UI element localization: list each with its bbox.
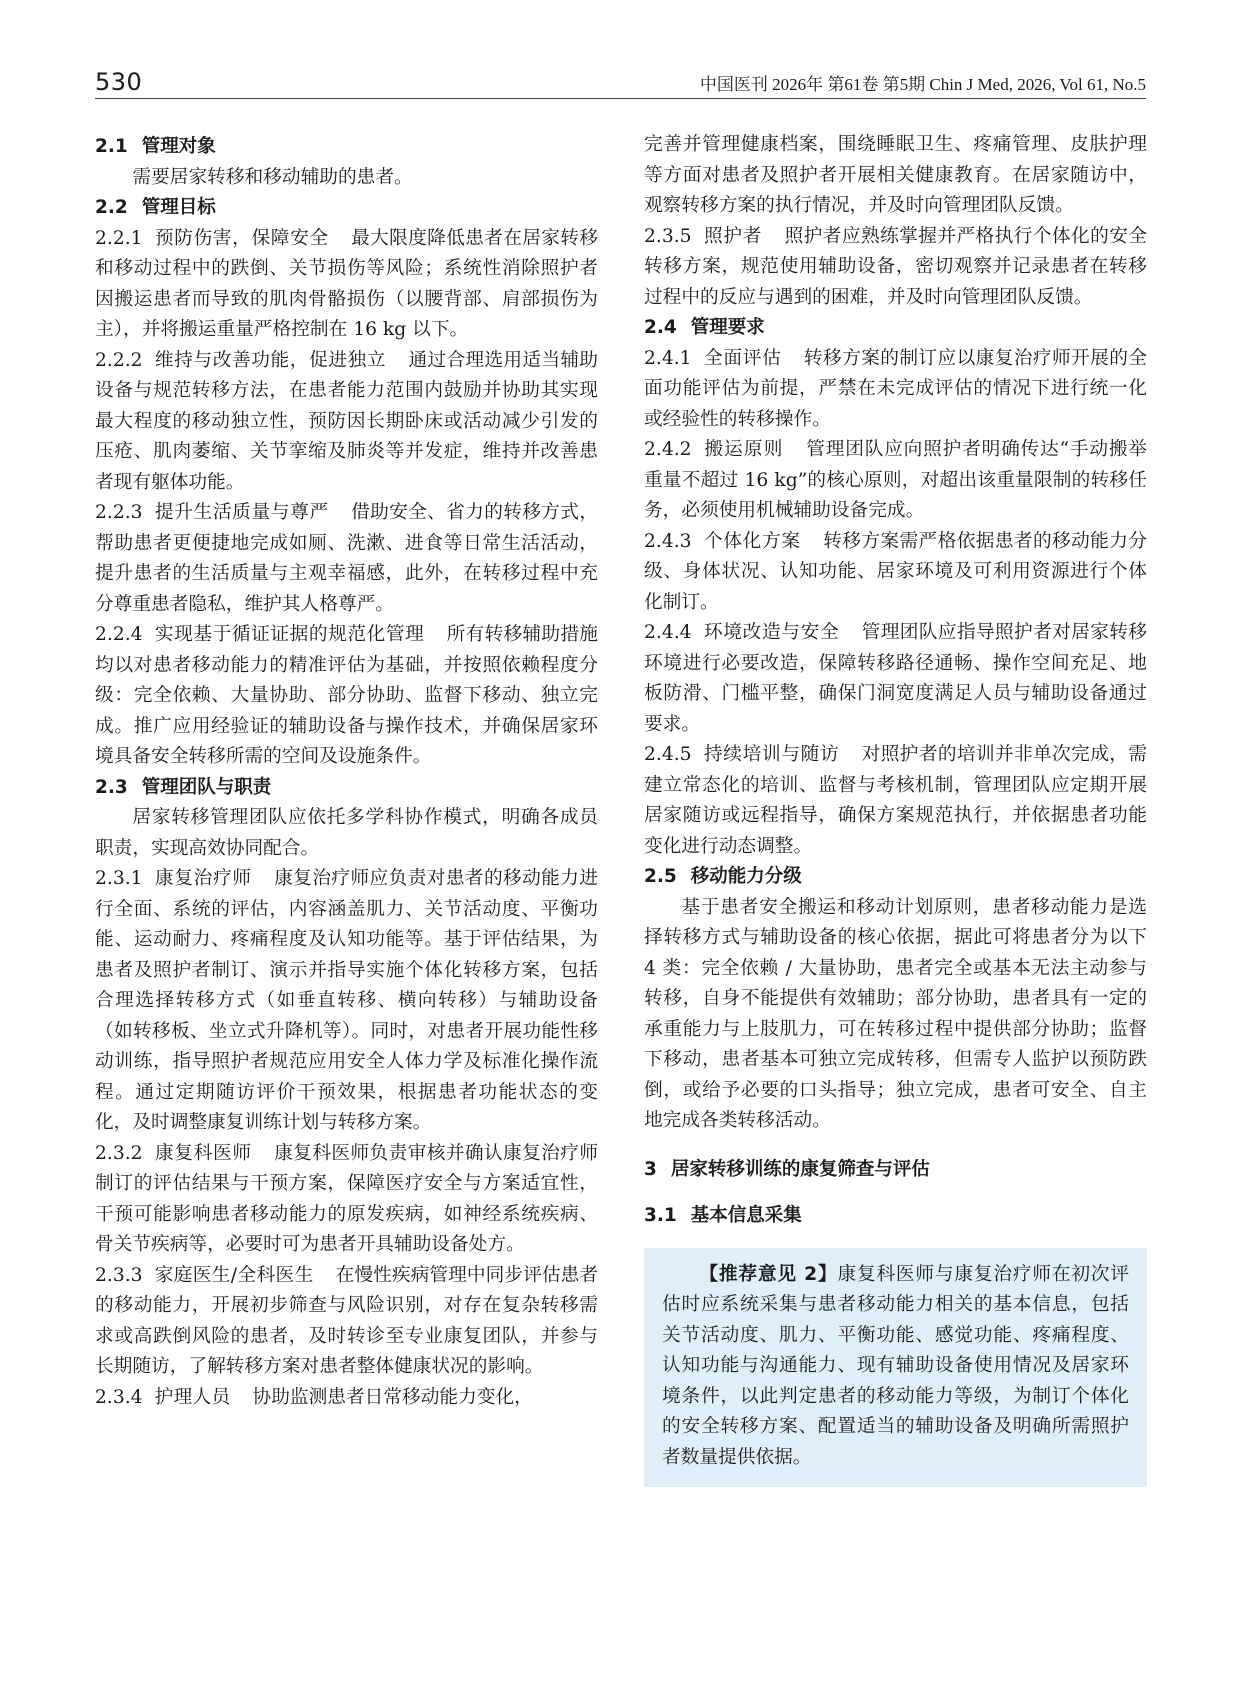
subsection-term: 全面评估 xyxy=(703,347,782,369)
subsection-text: 协助监测患者日常移动能力变化， xyxy=(252,1386,533,1408)
subsection-number: 2.3.1 xyxy=(95,868,143,889)
subsection-text: 通过合理选用适当辅助设备与规范转移方法，在患者能力范围内鼓励并协助其实现最大程度的移动独立性，预防因长期卧床或活动减少引发的压疮、肌肉萎缩、关节挛缩及肺炎等并发症，维持并改善患者现有躯体功能。 xyxy=(95,349,598,493)
subsection-number: 2.4.2 xyxy=(644,439,692,460)
paragraph-2-2-2 xyxy=(95,346,598,499)
paragraph-2-3-1 xyxy=(95,864,598,1139)
paragraph-2-4-4 xyxy=(644,618,1147,740)
subsection-term: 环境改造与安全 xyxy=(703,622,840,643)
subsection-text: 所有转移辅助措施均以对患者移动能力的精准评估为基础，并按照依赖程度分级：完全依赖、大量协助、部分协助、监督下移动、独立完成。推广应用经验证的辅助设备与操作技术，并确保居家环境具备安全转移所需的空间及设施条件。 xyxy=(95,624,598,767)
subsection-text: 对照护者的培训并非单次完成，需建立常态化的培训、监督与考核机制，管理团队应定期开展居家随访或远程指导，确保方案规范执行，并依据患者功能变化进行动态调整。 xyxy=(644,744,1147,857)
section-number: 2.5 xyxy=(644,866,677,887)
subsection-number: 2.3.3 xyxy=(95,1264,143,1286)
subsection-text: 照护者应熟练掌握并严格执行个体化的安全转移方案，规范使用辅助设备，密切观察并记录患者在转移过程中的反应与遇到的困难，并及时向管理团队反馈。 xyxy=(644,225,1148,308)
section-number: 2.3 xyxy=(95,776,128,798)
subsection-number: 2.2.2 xyxy=(95,349,143,371)
subsection-number: 2.2.1 xyxy=(95,227,143,249)
subsection-number: 2.4.4 xyxy=(644,622,692,643)
paragraph-2-5: 基于患者安全搬运和移动计划原则，患者移动能力是选择转移方式与辅助设备的核心依据，据此可将患者分为以下 4 类：完全依赖 / 大量协助，患者完全或基本无法主动参与转移，自身不能提供有效辅助；部分协助，患者具有一定的承重能力与上肢肌力，可在转移过程中提供部分协助；监督下移动，患者基本可独立完成转移，但需专人监护以预防跌倒，或给予必要的口头指导；独立完成，患者可安全、自主地完成各类转移活动。 xyxy=(644,896,1147,1131)
section-title: 管理要求 xyxy=(690,317,765,338)
subsection-text: 转移方案的制订应以康复治疗师开展的全面功能评估为前提，严禁在未完成评估的情况下进行统一化或经验性的转移操作。 xyxy=(644,347,1148,430)
paragraph-2-3-2 xyxy=(95,1139,598,1261)
recommendation-text: 康复科医师与康复治疗师在初次评估时应系统采集与患者移动能力相关的基本信息，包括关节活动度、肌力、平衡功能、感觉功能、疼痛程度、认知功能与沟通能力、现有辅助设备使用情况及居家环境条件，以此判定患者的移动能力等级，为制订个体化的安全转移方案、配置适当的辅助设备及明确所需照护者数量提供依据。 xyxy=(662,1263,1130,1468)
subsection-number: 2.2.3 xyxy=(95,502,143,523)
subsection-term: 康复治疗师 xyxy=(154,868,252,889)
subsection-term: 实现基于循证证据的规范化管理 xyxy=(154,624,425,645)
subsection-term: 预防伤害，保障安全 xyxy=(154,227,329,249)
subsection-number: 2.2.4 xyxy=(95,624,143,645)
paragraph-2-4-1 xyxy=(644,344,1147,436)
paragraph-2-3-3 xyxy=(95,1261,598,1383)
section-heading-2-3 xyxy=(95,773,598,804)
subsection-text: 在慢性疾病管理中同步评估患者的移动能力，开展初步筛查与风险识别，对存在复杂转移需求或高跌倒风险的患者，及时转诊至专业康复团队，并参与长期随访，了解转移方案对患者整体健康状况的影响。 xyxy=(95,1264,598,1377)
subsection-number: 2.3.5 xyxy=(644,225,692,247)
subsection-number: 2.4.3 xyxy=(644,530,692,552)
paragraph-2-3-4 xyxy=(95,1383,598,1414)
subsection-term: 提升生活质量与尊严 xyxy=(154,502,329,523)
paragraph-2-2-3 xyxy=(95,498,598,620)
paragraph-2-4-3 xyxy=(644,527,1147,619)
paragraph-2-1: 需要居家转移和移动辅助的患者。 xyxy=(132,166,413,188)
section-title: 管理对象 xyxy=(141,136,216,157)
section-number: 2.4 xyxy=(644,317,677,338)
section-title: 管理目标 xyxy=(141,197,216,218)
subsection-term: 持续培训与随访 xyxy=(703,744,840,765)
paragraph-2-3-4-continued: 完善并管理健康档案，围绕睡眠卫生、疼痛管理、皮肤护理等方面对患者及照护者开展相关健康教育。在居家随访中，观察转移方案的执行情况，并及时向管理团队反馈。 xyxy=(644,134,1147,216)
subsection-term: 个体化方案 xyxy=(703,530,801,552)
section-number: 3.1 xyxy=(644,1205,677,1226)
section-number: 2.1 xyxy=(95,136,128,157)
subsection-text: 管理团队应指导照护者对居家转移环境进行必要改造，保障转移路径通畅、操作空间充足、地板防滑、门槛平整，确保门洞宽度满足人员与辅助设备通过要求。 xyxy=(644,622,1147,735)
section-heading-3-1 xyxy=(644,1201,1147,1232)
section-title: 居家转移训练的康复筛查与评估 xyxy=(670,1158,930,1180)
subsection-number: 2.3.2 xyxy=(95,1142,143,1164)
subsection-text: 最大限度降低患者在居家转移和移动过程中的跌倒、关节损伤等风险；系统性消除照护者因搬运患者而导致的肌肉骨骼损伤（以腰背部、肩部损伤为主），并将搬运重量严格控制在 16 kg 以下。 xyxy=(95,227,599,340)
paragraph-2-4-5 xyxy=(644,740,1147,862)
subsection-text: 借助安全、省力的转移方式，帮助患者更便捷地完成如厕、洗漱、进食等日常生活活动，提升患者的生活质量与主观幸福感，此外，在转移过程中充分尊重患者隐私，维护其人格尊严。 xyxy=(95,502,599,615)
section-heading-3 xyxy=(644,1155,1147,1186)
subsection-term: 家庭医生/全科医生 xyxy=(154,1264,314,1286)
section-number: 3 xyxy=(644,1158,657,1180)
paragraph-2-3-5 xyxy=(644,222,1147,314)
section-title: 基本信息采集 xyxy=(690,1205,802,1226)
section-heading-2-1 xyxy=(95,132,598,163)
left-column xyxy=(95,132,598,1413)
section-heading-2-5 xyxy=(644,862,1147,893)
subsection-term: 护理人员 xyxy=(154,1386,231,1408)
recommendation-label: 【推荐意见 2】 xyxy=(699,1263,838,1285)
subsection-term: 照护者 xyxy=(703,225,763,247)
paragraph-2-4-2 xyxy=(644,435,1147,527)
section-heading-2-4 xyxy=(644,313,1147,344)
paragraph-2-3: 居家转移管理团队应依托多学科协作模式，明确各成员职责，实现高效协同配合。 xyxy=(95,807,598,859)
subsection-term: 搬运原则 xyxy=(703,439,784,460)
subsection-number: 2.4.1 xyxy=(644,347,692,369)
subsection-term: 康复科医师 xyxy=(154,1142,252,1164)
right-column xyxy=(644,130,1147,1487)
page-number: 530 xyxy=(95,68,143,96)
subsection-term: 维持与改善功能，促进独立 xyxy=(154,349,387,371)
subsection-text: 康复治疗师应负责对患者的移动能力进行全面、系统的评估，内容涵盖肌力、关节活动度、平衡功能、运动耐力、疼痛程度及认知功能等。基于评估结果，为患者及照护者制订、演示并指导实施个体化转移方案，包括合理选择转移方式（如垂直转移、横向转移）与辅助设备（如转移板、坐立式升降机等）。同时，对患者开展功能性移动训练，指导照护者规范应用安全人体力学及标准化操作流程。通过定期随访评价干预效果，根据患者功能状态的变化，及时调整康复训练计划与转移方案。 xyxy=(95,868,599,1133)
subsection-number: 2.3.4 xyxy=(95,1386,143,1408)
recommendation-box xyxy=(644,1248,1147,1488)
recommendation-paragraph xyxy=(662,1260,1129,1474)
subsection-text: 管理团队应向照护者明确传达“手动搬举重量不超过 16 kg”的核心原则，对超出该重量限制的转移任务，必须使用机械辅助设备完成。 xyxy=(644,439,1147,521)
section-heading-2-2 xyxy=(95,193,598,224)
subsection-text: 转移方案需严格依据患者的移动能力分级、身体状况、认知功能、居家环境及可利用资源进行个体化制订。 xyxy=(644,530,1148,613)
section-number: 2.2 xyxy=(95,197,128,218)
paragraph-2-2-4 xyxy=(95,620,598,773)
running-header: 中国医刊 2026年 第61卷 第5期 Chin J Med, 2026, Vol 61, No.5 xyxy=(699,75,1146,94)
subsection-text: 康复科医师负责审核并确认康复治疗师制订的评估结果与干预方案，保障医疗安全与方案适宜性，干预可能影响患者移动能力的原发疾病，如神经系统疾病、骨关节疾病等，必要时可为患者开具辅助设备处方。 xyxy=(95,1142,599,1255)
paragraph-2-2-1 xyxy=(95,224,598,346)
section-title: 移动能力分级 xyxy=(690,866,802,887)
header-rule xyxy=(95,98,1146,99)
section-title: 管理团队与职责 xyxy=(141,776,272,798)
subsection-number: 2.4.5 xyxy=(644,744,692,765)
